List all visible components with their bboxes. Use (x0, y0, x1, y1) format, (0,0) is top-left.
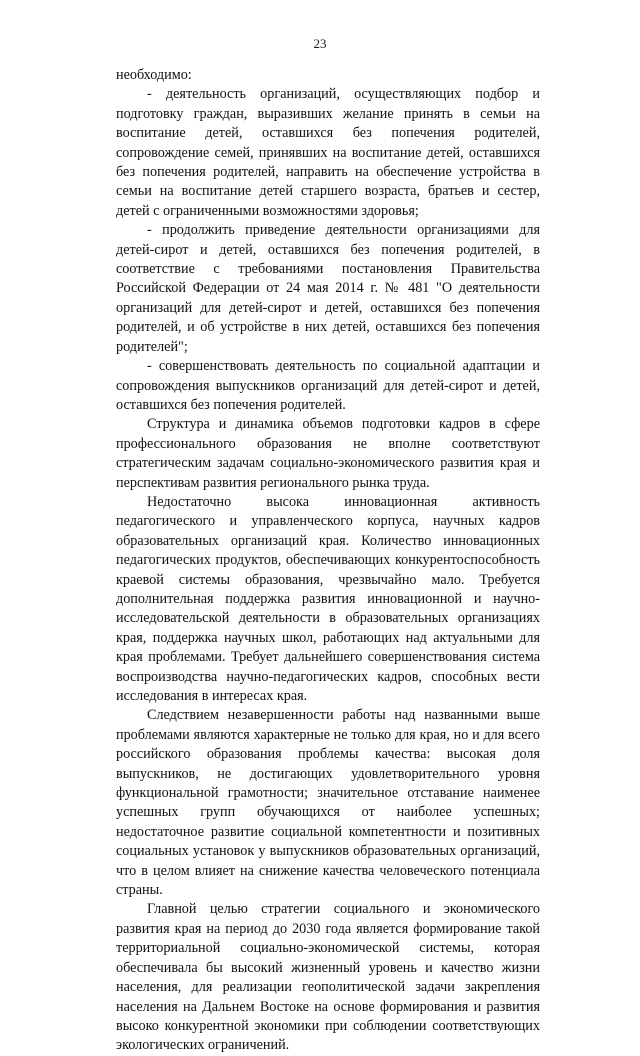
page-number: 23 (313, 36, 327, 51)
paragraph: - продолжить приведение деятельности организациями для детей-сирот и детей, оставшихся без попечения родителей, в соответствие с требованиями постановления Правительства Российской Федерации от 24 мая 2014 г. № 481 "О деятельности организаций для детей-сирот и детей, оставшихся без попечения родителей, и об устройстве в них детей, оставшихся без попечения родителей"; (116, 222, 540, 355)
paragraph: Главной целью стратегии социального и экономического развития края на период до 2030 года является формирование такой территориальной социально-экономической системы, которая обеспечивала бы высокий жизненный уровень и качество жизни населения, для реализации геополитической задачи закрепления населения на Дальнем Востоке на основе формирования и развития высоко конкурентной экономики при соблюдении соответствующих экологических ограничений. (116, 901, 540, 1054)
paragraph: - деятельность организаций, осуществляющих подбор и подготовку граждан, выразивших желание принять в семьи на воспитание детей, оставшихся без попечения родителей, сопровождение семей, принявших на воспитание детей, оставшихся без попечения родителей, направить на обеспечение устройства в семьи на воспитание детей старшего возраста, братьев и сестер, детей с ограниченными возможностями здоровья; (116, 86, 540, 219)
paragraph: Недостаточно высока инновационная активность педагогического и управленческого корпуса, научных кадров образовательных организаций края. Количество инновационных педагогических продуктов, обеспечивающих конкурентоспособность краевой системы образования, чрезвычайно мало. Требуется дополнительная поддержка развития инновационной и научно-исследовательской деятельности в образовательных организациях края, поддержка научных школ, работающих над актуальными для края проблемами. Требует дальнейшего совершенствования система воспроизводства научно-педагогических кадров, способных вести исследования в интересах края. (116, 493, 540, 704)
document-body (116, 66, 540, 1056)
paragraph: - совершенствовать деятельность по социальной адаптации и сопровождения выпускников организаций для детей-сирот и детей, оставшихся без попечения родителей. (116, 358, 540, 413)
paragraph: необходимо: (116, 67, 192, 83)
paragraph: Структура и динамика объемов подготовки кадров в сфере профессионального образования не вполне соответствуют стратегическим задачам социально-экономического развития края и перспективам развития регионального рынка труда. (116, 416, 540, 491)
paragraph: Следствием незавершенности работы над названными выше проблемами являются характерные не только для края, но и для всего российского образования проблемы качества: высокая доля выпускников, не достигающих удовлетворительного уровня функциональной грамотности; значительное отставание наименее успешных групп обучающихся от наиболее успешных; недостаточное развитие социальной компетентности и позитивных социальных установок у выпускников образовательных организаций, что в целом влияет на снижение качества человеческого потенциала страны. (116, 707, 540, 899)
